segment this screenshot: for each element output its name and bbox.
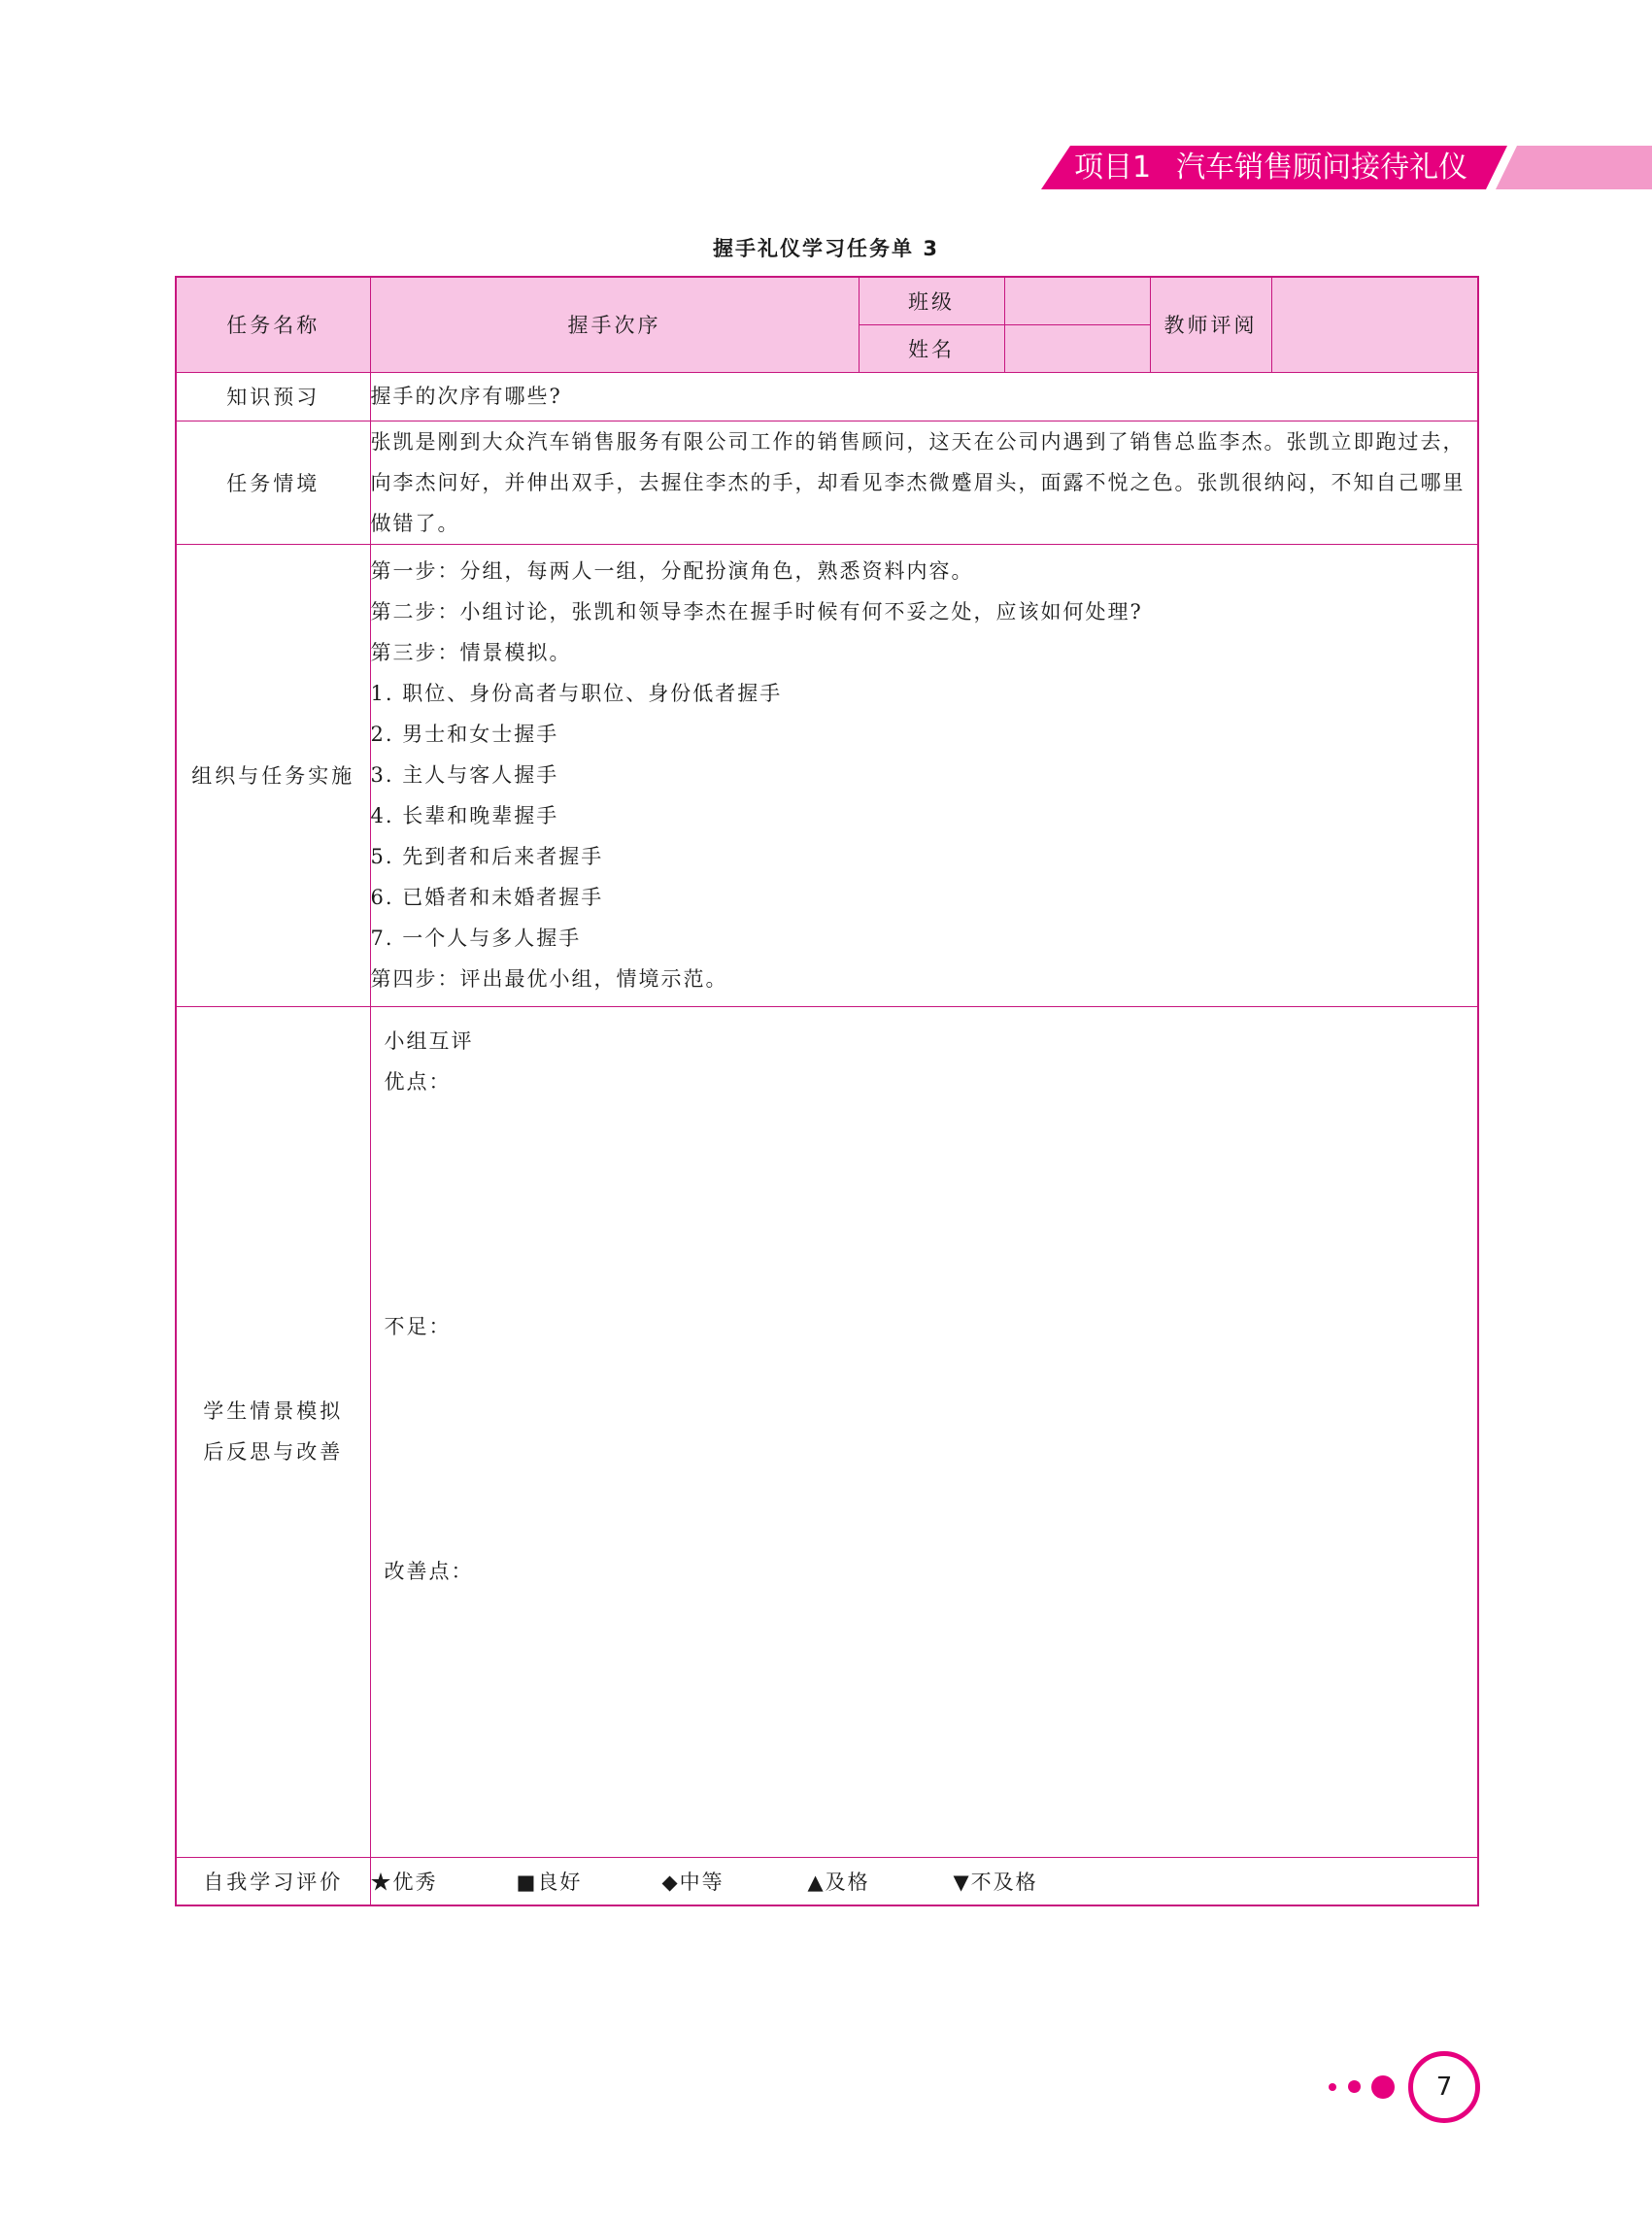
rating-good[interactable]: ■良好 [516, 1870, 583, 1894]
scenario-text: 张凯是刚到大众汽车销售服务有限公司工作的销售顾问，这天在公司内遇到了销售总监李杰。张凯立即跑过去，向李杰问好，并伸出双手，去握住李杰的手，却看见李杰微蹙眉头，面露不悦之色。张凯很纳闷，不知自己哪里做错了。 [370, 421, 1478, 544]
name-label: 姓名 [859, 324, 1004, 372]
step-line: 6. 已婚者和未婚者握手 [370, 886, 604, 909]
preview-value: 握手的次序有哪些? [370, 372, 1478, 421]
implementation-steps [370, 544, 1478, 1006]
reflection-label-line: 学生情景模拟 [203, 1399, 344, 1423]
decor-dot [1348, 2080, 1361, 2093]
step-line: 4. 长辈和晚辈握手 [370, 804, 559, 827]
reflection-label [176, 1006, 370, 1857]
step-line: 第一步：分组，每两人一组，分配扮演角色，熟悉资料内容。 [370, 559, 974, 583]
self-eval-label: 自我学习评价 [176, 1857, 370, 1905]
class-label: 班级 [859, 277, 1004, 324]
task-name-value: 握手次序 [370, 277, 859, 372]
banner-title: 汽车销售顾问接待礼仪 [1176, 151, 1468, 185]
teacher-review-field[interactable] [1271, 277, 1478, 372]
step-line: 2. 男士和女士握手 [370, 723, 559, 746]
sheet-title: 握手礼仪学习任务单 3 [713, 237, 939, 260]
banner-project: 项目1 [1074, 151, 1152, 185]
decor-dot [1329, 2083, 1336, 2091]
reflection-label-line: 后反思与改善 [203, 1440, 344, 1464]
task-name-label: 任务名称 [176, 277, 370, 372]
strengths-label: 优点： [384, 1069, 452, 1094]
improvements-label: 改善点： [384, 1559, 474, 1583]
class-field[interactable] [1004, 277, 1150, 324]
page-number: 7 [1408, 2051, 1480, 2123]
rating-average[interactable]: ◆中等 [661, 1870, 725, 1894]
step-line: 7. 一个人与多人握手 [370, 927, 582, 950]
name-field[interactable] [1004, 324, 1150, 372]
page-number-badge [1321, 2051, 1486, 2125]
weaknesses-label: 不足： [384, 1314, 452, 1338]
preview-label: 知识预习 [176, 372, 370, 421]
step-line: 3. 主人与客人握手 [370, 763, 559, 787]
decor-dot [1371, 2075, 1395, 2099]
rating-fail[interactable]: ▼不及格 [953, 1870, 1038, 1894]
step-line: 5. 先到者和后来者握手 [370, 845, 604, 868]
step-line: 1. 职位、身份高者与职位、身份低者握手 [370, 682, 783, 705]
step-line: 第四步：评出最优小组，情境示范。 [370, 967, 728, 991]
step-line: 第二步：小组讨论，张凯和领导李杰在握手时候有何不妥之处，应该如何处理? [370, 600, 1143, 624]
scenario-label: 任务情境 [176, 421, 370, 544]
teacher-review-label: 教师评阅 [1150, 277, 1271, 372]
implementation-label: 组织与任务实施 [176, 544, 370, 1006]
rating-excellent[interactable]: ★优秀 [370, 1870, 438, 1894]
chapter-banner [1041, 146, 1652, 189]
rating-pass[interactable]: ▲及格 [807, 1870, 870, 1894]
step-line: 第三步：情景模拟。 [370, 641, 572, 664]
peer-review-heading: 小组互评 [384, 1028, 474, 1053]
reflection-area[interactable] [370, 1006, 1478, 1857]
task-sheet-table [175, 276, 1479, 1906]
self-eval-options[interactable] [370, 1857, 1478, 1905]
